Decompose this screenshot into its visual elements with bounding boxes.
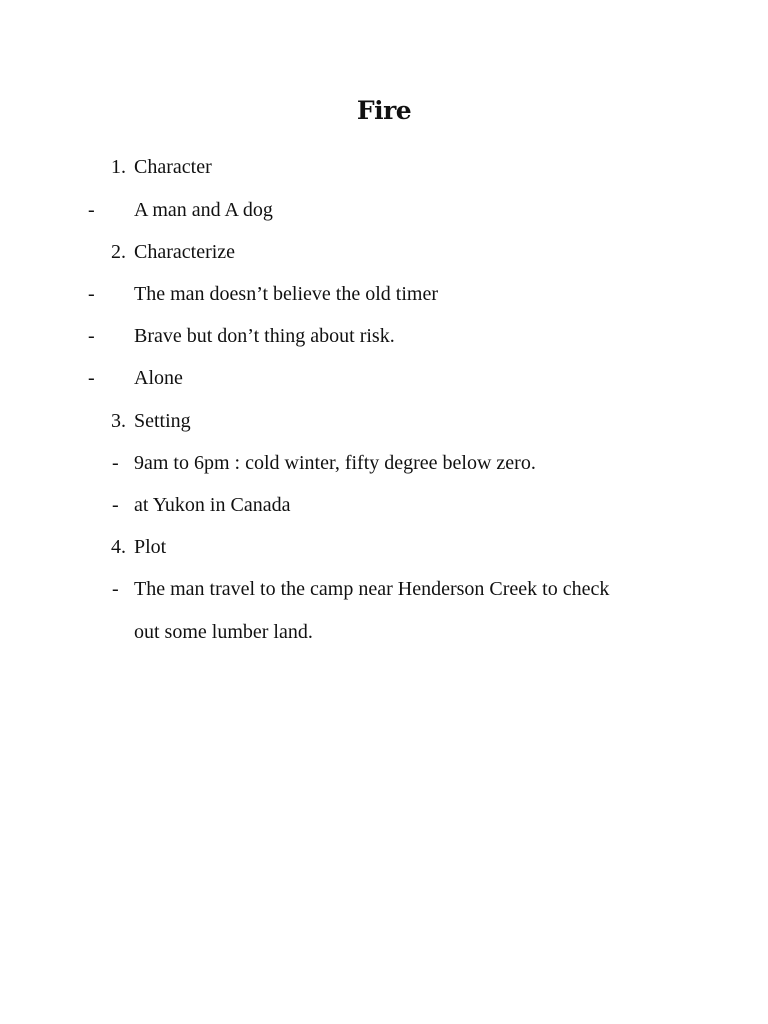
list-item-plot bbox=[0, 532, 768, 562]
bullet-dash: - bbox=[112, 578, 119, 600]
list-item-text: at Yukon in Canada bbox=[134, 494, 291, 516]
list-item-text: A man and A dog bbox=[134, 199, 273, 221]
bullet-dash: - bbox=[88, 199, 95, 221]
bullet-dash: - bbox=[112, 452, 119, 474]
list-item bbox=[0, 279, 768, 309]
list-item-text: The man travel to the camp near Henderson Creek to check bbox=[134, 578, 610, 600]
list-item-text: out some lumber land. bbox=[134, 621, 313, 643]
bullet-dash: - bbox=[88, 283, 95, 305]
list-item-text: Alone bbox=[134, 367, 183, 389]
list-item bbox=[0, 321, 768, 351]
list-item-setting bbox=[0, 406, 768, 436]
list-item-character bbox=[0, 152, 768, 182]
list-item bbox=[0, 363, 768, 393]
list-number: 3. bbox=[111, 410, 126, 432]
list-item-text: 9am to 6pm : cold winter, fifty degree below zero. bbox=[134, 452, 536, 474]
bullet-dash: - bbox=[88, 367, 95, 389]
bullet-dash: - bbox=[88, 325, 95, 347]
document-title: Fire bbox=[356, 96, 412, 125]
list-number: 4. bbox=[111, 536, 126, 558]
list-number: 1. bbox=[111, 156, 126, 178]
bullet-dash: - bbox=[112, 494, 119, 516]
list-item bbox=[0, 490, 768, 520]
list-item bbox=[0, 574, 768, 604]
list-item-text: Characterize bbox=[134, 241, 236, 263]
list-item bbox=[0, 448, 768, 478]
list-item bbox=[0, 195, 768, 225]
list-item-text: The man doesn’t believe the old timer bbox=[134, 283, 438, 305]
list-item-text: Setting bbox=[134, 410, 191, 432]
list-item-text: Character bbox=[134, 156, 212, 178]
list-item-text: Plot bbox=[134, 536, 167, 558]
list-number: 2. bbox=[111, 241, 126, 263]
list-item-continuation bbox=[0, 617, 768, 647]
list-item-characterize bbox=[0, 237, 768, 267]
list-item-text: Brave but don’t thing about risk. bbox=[134, 325, 395, 347]
